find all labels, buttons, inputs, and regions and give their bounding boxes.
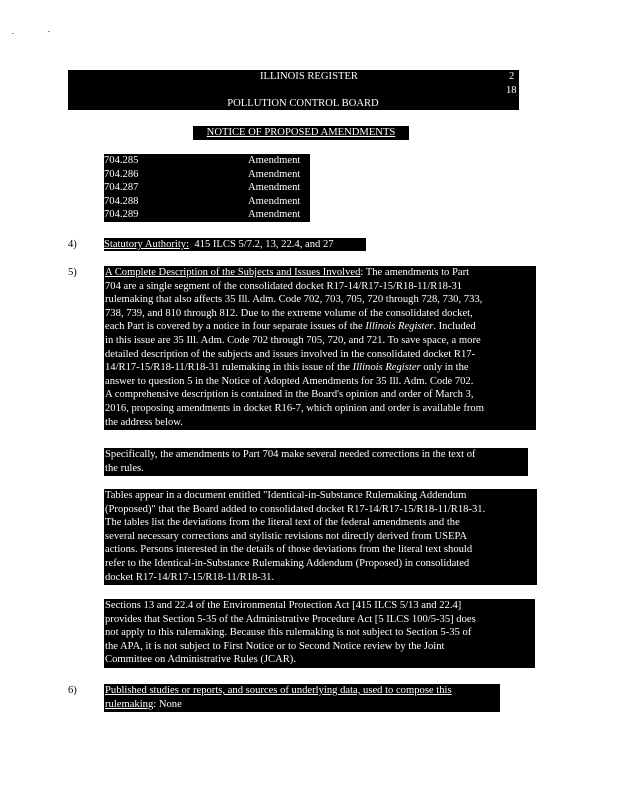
paragraph-line: provides that Section 5-35 of the Administrative Procedure Act [5 ILCS 100/5-35] does xyxy=(105,613,476,625)
published-studies-text: : None xyxy=(153,698,182,710)
register-title: ILLINOIS REGISTER xyxy=(260,71,358,82)
section-number: 704.287 xyxy=(104,182,139,194)
section-number: 704.289 xyxy=(104,209,139,221)
description-line: 738, 739, and 810 through 812. Due to the extreme volume of the consolidated docket, xyxy=(105,307,473,319)
description-line: 14/R17-15/R18-11/R18-31 rulemaking in this issue of the xyxy=(105,362,353,374)
description-line: rulemaking that also affects 35 Ill. Adm. Code 702, 703, 705, 720 through 728, 730, 733, xyxy=(105,294,483,306)
scan-speck xyxy=(48,31,50,32)
description-line: 2016, proposing amendments in docket R16-7, which opinion and order is available from xyxy=(105,402,484,414)
table-row xyxy=(104,181,300,195)
item-number: 6) xyxy=(68,685,77,696)
description-line: A comprehensive description is contained in the Board's opinion and order of March 3, xyxy=(105,389,474,401)
paragraph-line: the APA, it is not subject to First Notice or to Second Notice review by the Joint xyxy=(105,640,445,652)
description-line: . Included xyxy=(433,321,476,333)
statutory-authority-label: Statutory Authority: xyxy=(104,239,190,250)
description-line: only in the xyxy=(420,362,469,374)
description-line: answer to question 5 in the Notice of Adopted Amendments for 35 Ill. Adm. Code 702. xyxy=(105,375,474,387)
table-row xyxy=(104,154,300,168)
paragraph-line: docket R17-14/R17-15/R18-11/R18-31. xyxy=(105,571,275,583)
table-row xyxy=(104,195,300,209)
paragraph-line: actions. Persons interested in the details of those deviations from the literal text should xyxy=(105,544,473,556)
page-number-bottom: 18 xyxy=(506,85,517,96)
scan-speck xyxy=(12,33,14,34)
description-line: 704 are a single segment of the consolidated docket R17-14/R17-15/R18-11/R18-31 xyxy=(105,280,463,292)
description-line: : The amendments to Part xyxy=(360,267,470,278)
section-action: Amendment xyxy=(248,168,301,180)
description-line: the address below. xyxy=(105,416,183,428)
section-action: Amendment xyxy=(248,195,301,207)
description-paragraph xyxy=(104,266,536,430)
section-action: Amendment xyxy=(248,209,301,221)
tables-paragraph xyxy=(104,489,537,585)
paragraph-line: Committee on Administrative Rules (JCAR). xyxy=(105,654,296,666)
section-number: 704.286 xyxy=(104,168,139,180)
statutory-authority xyxy=(104,238,366,251)
paragraph-line: The tables list the deviations from the literal text of the federal amendments and the xyxy=(105,517,460,529)
notice-title: NOTICE OF PROPOSED AMENDMENTS xyxy=(193,126,409,140)
paragraph-line: several necessary corrections and stylistic revisions not directly derived from USEPA xyxy=(105,530,468,542)
published-studies xyxy=(104,684,500,712)
description-line: in this issue are 35 Ill. Adm. Code 702 through 705, 720, and 721. To save space, a more xyxy=(105,334,481,346)
table-row xyxy=(104,168,300,182)
specifically-paragraph xyxy=(104,448,528,476)
paragraph-line: Tables appear in a document entitled "Identical-in-Substance Rulemaking Addendum xyxy=(105,490,467,501)
paragraph-line: Specifically, the amendments to Part 704 make several needed corrections in the text of xyxy=(105,449,476,460)
published-studies-label: Published studies or reports, and sources of underlying data, used to compose this xyxy=(105,685,452,696)
page-number-top: 2 xyxy=(509,71,515,82)
register-name: Illinois Register xyxy=(365,321,434,333)
statutory-authority-text: 415 ILCS 5/7.2, 13, 22.4, and 27 xyxy=(194,239,334,250)
paragraph-line: not apply to this rulemaking. Because this rulemaking is not subject to Section 5-35 of xyxy=(105,627,472,639)
sections-table xyxy=(104,154,310,222)
paragraph-line: refer to the Identical-in-Substance Rulemaking Addendum (Proposed) in consolidated xyxy=(105,557,470,569)
description-line: each Part is covered by a notice in four separate issues of the xyxy=(105,321,366,333)
description-line: detailed description of the subjects and issues involved in the consolidated docket R17- xyxy=(105,348,476,360)
published-studies-label: rulemaking xyxy=(105,698,154,710)
paragraph-line: (Proposed)" that the Board added to consolidated docket R17-14/R17-15/R18-11/R18-31. xyxy=(105,503,486,515)
table-row xyxy=(104,208,300,222)
item-number: 4) xyxy=(68,239,77,250)
paragraph-line: the rules. xyxy=(105,462,144,474)
paragraph-line: Sections 13 and 22.4 of the Environmental Protection Act [415 ILCS 5/13 and 22.4] xyxy=(105,600,462,611)
section-action: Amendment xyxy=(248,155,301,166)
sections-paragraph xyxy=(104,599,535,668)
register-name: Illinois Register xyxy=(352,362,421,374)
item-number: 5) xyxy=(68,267,77,278)
section-number: 704.285 xyxy=(104,155,139,166)
agency-name: POLLUTION CONTROL BOARD xyxy=(227,98,379,109)
section-number: 704.288 xyxy=(104,195,139,207)
section-action: Amendment xyxy=(248,182,301,194)
description-label: A Complete Description of the Subjects and Issues Involved xyxy=(105,267,361,278)
